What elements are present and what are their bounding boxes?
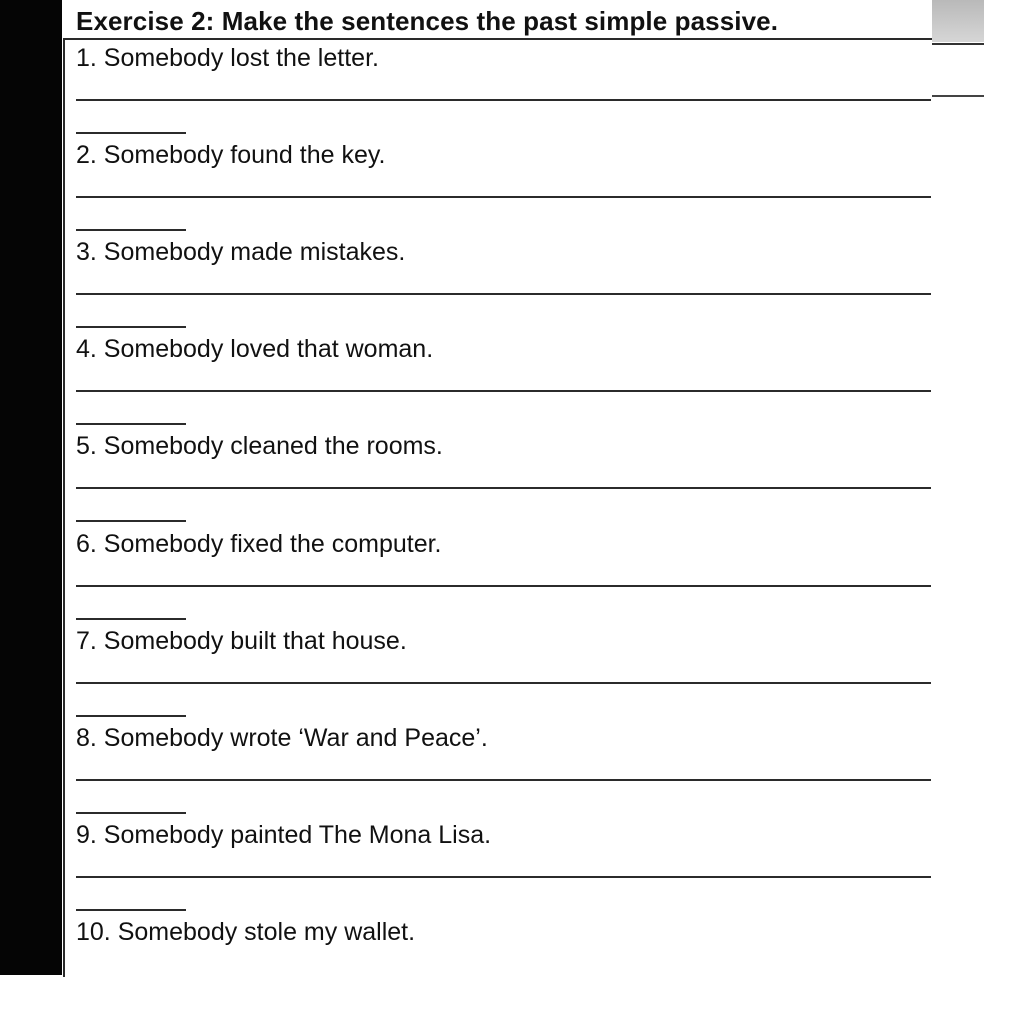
answer-line[interactable]	[76, 293, 931, 295]
exercise-sentence: 5. Somebody cleaned the rooms.	[76, 432, 443, 460]
answer-line-continuation[interactable]	[76, 423, 186, 425]
answer-line[interactable]	[76, 390, 931, 392]
exercise-item	[0, 821, 1024, 919]
answer-line[interactable]	[76, 682, 931, 684]
exercise-sentence: 7. Somebody built that house.	[76, 627, 407, 655]
exercise-item	[0, 918, 1024, 1016]
answer-line[interactable]	[76, 487, 931, 489]
answer-line-continuation[interactable]	[76, 520, 186, 522]
exercise-sentence: 8. Somebody wrote ‘War and Peace’.	[76, 724, 488, 752]
answer-line-continuation[interactable]	[76, 812, 186, 814]
answer-line[interactable]	[76, 779, 931, 781]
exercise-sentence: 9. Somebody painted The Mona Lisa.	[76, 821, 492, 849]
answer-line[interactable]	[76, 585, 931, 587]
exercise-sentence: 2. Somebody found the key.	[76, 141, 386, 169]
exercise-sentence: 4. Somebody loved that woman.	[76, 335, 434, 363]
exercise-item	[0, 141, 1024, 239]
answer-line-continuation[interactable]	[76, 715, 186, 717]
exercise-title: Exercise 2: Make the sentences the past simple passive.	[76, 6, 779, 36]
answer-line-continuation[interactable]	[76, 326, 186, 328]
exercise-sentence: 10. Somebody stole my wallet.	[76, 918, 416, 946]
exercise-item	[0, 530, 1024, 628]
exercise-sentence: 6. Somebody fixed the computer.	[76, 530, 442, 558]
exercise-item	[0, 627, 1024, 725]
answer-line-continuation[interactable]	[76, 229, 186, 231]
answer-line[interactable]	[76, 876, 931, 878]
answer-line-continuation[interactable]	[76, 618, 186, 620]
answer-line[interactable]	[76, 99, 931, 101]
exercise-sentence: 1. Somebody lost the letter.	[76, 44, 379, 72]
answer-line-continuation[interactable]	[76, 132, 186, 134]
exercise-item	[0, 238, 1024, 336]
exercise-item	[0, 44, 1024, 142]
exercise-item	[0, 432, 1024, 530]
exercise-sentence: 3. Somebody made mistakes.	[76, 238, 406, 266]
answer-line[interactable]	[76, 196, 931, 198]
exercise-item	[0, 724, 1024, 822]
exercise-item	[0, 335, 1024, 433]
answer-line-continuation[interactable]	[76, 909, 186, 911]
